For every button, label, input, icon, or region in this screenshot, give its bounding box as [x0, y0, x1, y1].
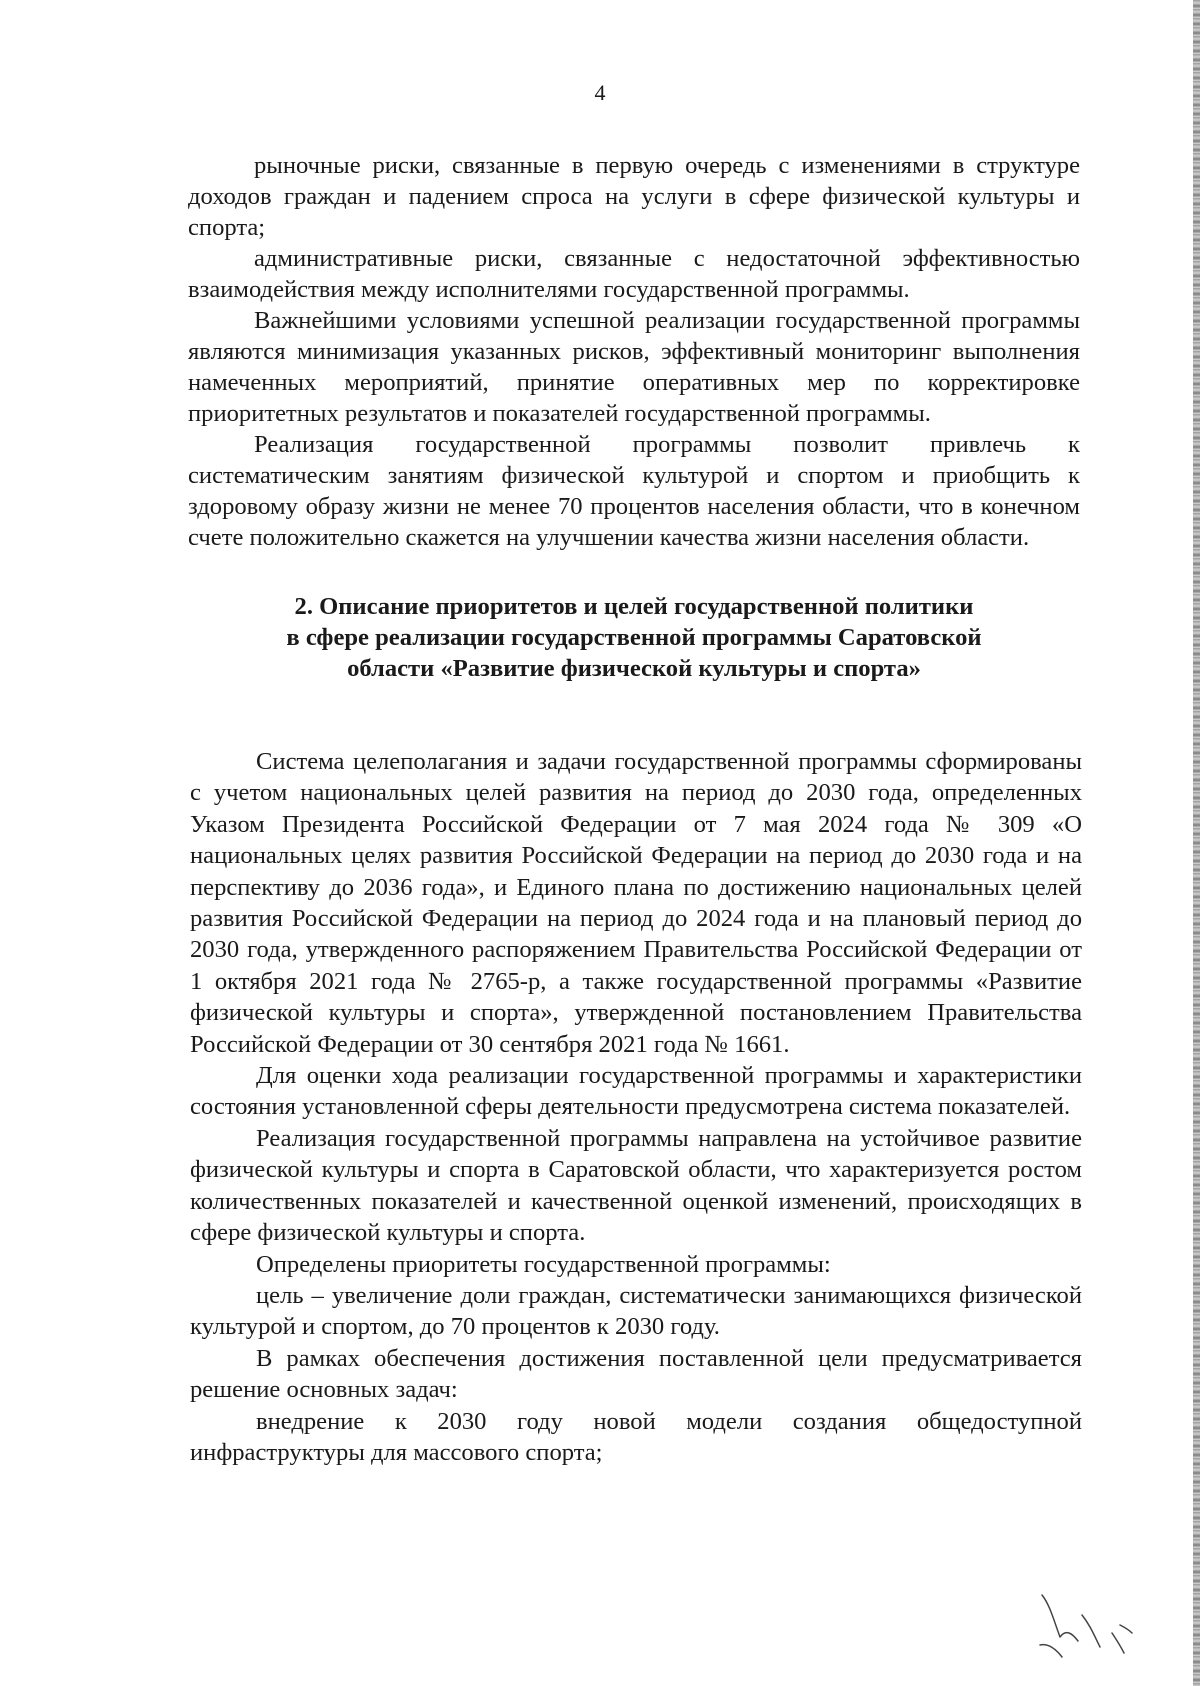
paragraph-tasks-intro: В рамках обеспечения достижения поставленной цели предусматривается решение основных задач: — [190, 1344, 1082, 1404]
paragraph-key-conditions: Важнейшими условиями успешной реализации государственной программы являются минимизация указанных рисков, эффективный мониторинг выполнения намеченных мероприятий, принятие оперативных мер по корректировке приоритетных результатов и показателей государственной программы. — [188, 307, 1080, 427]
paragraph-program-effect: Реализация государственной программы позволит привлечь к систематическим занятиям физической культурой и спортом и приобщить к здоровому образу жизни не менее 70 процентов населения области, что в конечном счете положительно скажется на улучшении качества жизни населения области. — [188, 431, 1080, 551]
section-heading-line-2: в сфере реализации государственной программы Саратовской — [286, 624, 982, 651]
paragraph-priorities: Определены приоритеты государственной программы: — [256, 1250, 831, 1278]
paragraph-market-risks: рыночные риски, связанные в первую очередь с изменениями в структуре доходов граждан и падением спроса на услуги в сфере физической культуры и спорта; — [188, 152, 1080, 241]
section-heading — [188, 591, 1080, 684]
section-heading-line-1: 2. Описание приоритетов и целей государственной политики — [294, 593, 974, 620]
bottom-text-block — [190, 746, 1082, 1468]
top-text-block — [188, 150, 1080, 684]
paragraph-sustainable-development: Реализация государственной программы направлена на устойчивое развитие физической культуры и спорта в Саратовской области, что характеризуется ростом количественных показателей и качественной оценкой изменений, происходящих в сфере физической культуры и спорта. — [190, 1124, 1082, 1247]
handwritten-signature — [1020, 1585, 1150, 1665]
paragraph-task-infrastructure: внедрение к 2030 году новой модели создания общедоступной инфраструктуры для массового спорта; — [190, 1407, 1082, 1466]
paragraph-admin-risks: административные риски, связанные с недостаточной эффективностью взаимодействия между исполнителями государственной программы. — [188, 245, 1080, 303]
section-heading-line-3: области «Развитие физической культуры и спорта» — [347, 655, 921, 682]
paragraph-goal: цель – увеличение доли граждан, систематически занимающихся физической культурой и спортом, до 70 процентов к 2030 году. — [190, 1281, 1082, 1341]
page-number: 4 — [594, 80, 606, 105]
paragraph-goal-system: Система целеполагания и задачи государственной программы сформированы с учетом национальных целей развития на период до 2030 года, определенных Указом Президента Российской Федерации от 7 мая 2024 года № 309 «О национальных целях развития Российской Федерации на период до 2030 года и на перспективу до 2036 года», и Единого плана по достижению национальных целей развития Российской Федерации на период до 2024 года и на плановый период до 2030 года, утвержденного распоряжением Правительства Российской Федерации от 1 октября 2021 года № 2765-р, а также государственной программы «Развитие физической культуры и спорта», утвержденной постановлением Правительства Российской Федерации от 30 сентября 2021 года № 1661. — [190, 748, 1082, 1058]
paragraph-indicators: Для оценки хода реализации государственной программы и характеристики состояния установленной сферы деятельности предусмотрена система показателей. — [190, 1062, 1082, 1121]
scan-edge-artifact — [1193, 0, 1200, 1686]
